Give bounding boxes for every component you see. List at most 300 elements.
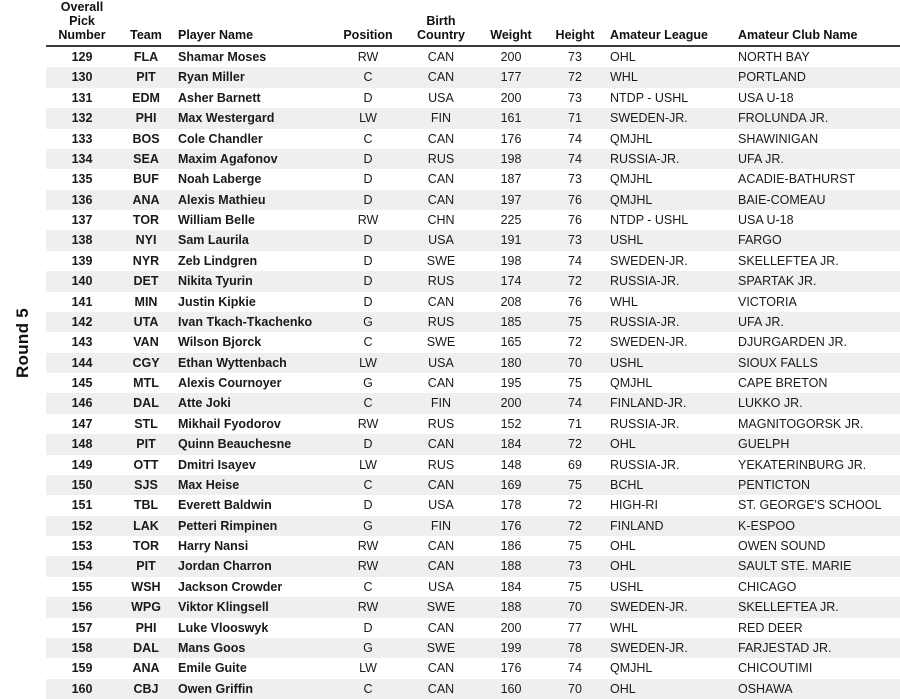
cell-amateur-league: HIGH-RI <box>610 498 658 513</box>
cell-team: PHI <box>135 111 157 126</box>
table-row[interactable] <box>46 46 900 67</box>
cell-birth-country: USA <box>428 579 454 594</box>
cell-position: RW <box>357 416 379 431</box>
cell-height: 74 <box>568 151 582 166</box>
cell-overall-pick-number: 137 <box>71 213 93 227</box>
cell-overall-pick-number: 147 <box>71 416 93 431</box>
cell-player-name: Shamar Moses <box>178 50 267 64</box>
cell-position: D <box>363 90 373 105</box>
cell-team: TOR <box>132 213 160 227</box>
cell-amateur-club-name: SKELLEFTEA JR. <box>738 600 839 615</box>
cell-player-name: Quinn Beauchesne <box>178 437 292 452</box>
cell-team: WPG <box>131 600 161 615</box>
cell-weight: 160 <box>500 681 522 696</box>
cell-birth-country: RUS <box>427 457 455 472</box>
cell-height: 72 <box>568 274 582 289</box>
column-header-line-2: Country <box>417 28 465 42</box>
cell-weight: 200 <box>500 50 522 64</box>
cell-player-name: Maxim Agafonov <box>178 151 278 166</box>
cell-player-name: Everett Baldwin <box>178 498 272 513</box>
cell-weight: 169 <box>500 477 522 492</box>
cell-overall-pick-number: 158 <box>71 640 93 655</box>
cell-amateur-league: WHL <box>610 620 638 635</box>
cell-position: RW <box>357 539 379 553</box>
cell-birth-country: CAN <box>427 192 455 207</box>
table-row[interactable] <box>46 108 900 128</box>
cell-player-name: Asher Barnett <box>178 90 261 105</box>
cell-team: WSH <box>131 579 161 594</box>
cell-overall-pick-number: 139 <box>71 253 93 268</box>
cell-height: 74 <box>568 131 582 146</box>
table-row[interactable] <box>46 618 900 638</box>
cell-team: CBJ <box>133 681 159 696</box>
cell-team: CGY <box>132 355 160 370</box>
cell-height: 74 <box>568 253 582 268</box>
cell-player-name: Ivan Tkach-Tkachenko <box>178 314 313 329</box>
cell-birth-country: RUS <box>427 151 455 166</box>
cell-birth-country: CAN <box>427 681 455 696</box>
cell-amateur-club-name: ACADIE-BATHURST <box>738 172 856 187</box>
cell-height: 77 <box>568 620 582 635</box>
cell-weight: 198 <box>500 151 522 166</box>
cell-amateur-club-name: FROLUNDA JR. <box>738 111 829 126</box>
cell-birth-country: CAN <box>427 376 455 390</box>
column-header-line-2: Number <box>58 28 106 42</box>
cell-overall-pick-number: 152 <box>71 518 93 533</box>
cell-amateur-league: NTDP - USHL <box>610 213 689 227</box>
cell-amateur-club-name: ST. GEORGE'S SCHOOL <box>738 498 882 513</box>
cell-height: 76 <box>568 294 582 309</box>
cell-weight: 197 <box>500 192 522 207</box>
cell-position: G <box>363 376 373 390</box>
cell-amateur-club-name: BAIE-COMEAU <box>738 192 826 207</box>
cell-position: D <box>363 620 373 635</box>
cell-overall-pick-number: 143 <box>71 335 93 350</box>
cell-player-name: William Belle <box>178 213 255 227</box>
cell-player-name: Wilson Bjorck <box>178 335 262 350</box>
cell-birth-country: USA <box>428 233 454 248</box>
round-label-text: Round 5 <box>13 307 32 379</box>
cell-birth-country: RUS <box>427 416 455 431</box>
cell-weight: 195 <box>500 376 522 390</box>
cell-position: RW <box>357 600 379 615</box>
cell-team: PHI <box>135 620 157 635</box>
table-row[interactable] <box>46 129 900 149</box>
cell-player-name: Ethan Wyttenbach <box>178 355 287 370</box>
cell-team: NYR <box>132 253 160 268</box>
cell-amateur-league: OHL <box>610 539 636 553</box>
cell-amateur-league: USHL <box>610 355 644 370</box>
cell-player-name: Noah Laberge <box>178 172 262 187</box>
cell-team: PIT <box>136 70 156 85</box>
cell-amateur-league: QMJHL <box>610 661 653 676</box>
table-row[interactable] <box>46 556 900 576</box>
cell-amateur-club-name: K-ESPOO <box>738 518 795 533</box>
cell-birth-country: CAN <box>427 70 455 85</box>
cell-team: ANA <box>132 192 160 207</box>
cell-amateur-club-name: RED DEER <box>738 620 803 635</box>
table-row[interactable] <box>46 434 900 454</box>
cell-height: 70 <box>568 355 582 370</box>
cell-position: LW <box>359 457 377 472</box>
table-row[interactable] <box>46 251 900 271</box>
cell-amateur-club-name: SKELLEFTEA JR. <box>738 253 839 268</box>
cell-weight: 177 <box>500 70 522 85</box>
cell-height: 75 <box>568 376 582 390</box>
cell-amateur-league: OHL <box>610 559 636 574</box>
cell-overall-pick-number: 146 <box>71 396 93 411</box>
cell-amateur-club-name: VICTORIA <box>738 294 797 309</box>
column-header-amateur-league <box>606 0 734 46</box>
cell-amateur-club-name: SIOUX FALLS <box>738 355 818 370</box>
cell-team: DAL <box>133 640 159 655</box>
table-row[interactable] <box>46 230 900 250</box>
column-header-line-1: Overall Pick <box>60 0 104 28</box>
cell-weight: 185 <box>500 314 522 329</box>
cell-overall-pick-number: 132 <box>71 111 93 126</box>
column-header-line-2: Player Name <box>178 28 254 42</box>
cell-height: 75 <box>568 579 582 594</box>
cell-team: PIT <box>136 559 156 574</box>
cell-position: C <box>363 396 373 411</box>
cell-amateur-club-name: FARGO <box>738 233 782 248</box>
cell-position: LW <box>359 111 377 126</box>
cell-weight: 184 <box>500 437 522 452</box>
cell-overall-pick-number: 150 <box>71 477 93 492</box>
cell-team: UTA <box>133 314 159 329</box>
cell-amateur-club-name: CAPE BRETON <box>738 376 828 390</box>
cell-overall-pick-number: 131 <box>71 90 93 105</box>
cell-position: C <box>363 477 373 492</box>
table-row[interactable] <box>46 373 900 393</box>
cell-overall-pick-number: 148 <box>71 437 93 452</box>
cell-amateur-club-name: UFA JR. <box>738 314 784 329</box>
cell-amateur-club-name: SAULT STE. MARIE <box>738 559 852 574</box>
table-row[interactable] <box>46 638 900 658</box>
cell-weight: 161 <box>500 111 522 126</box>
table-row[interactable] <box>46 679 900 699</box>
cell-team: NYI <box>135 233 157 248</box>
column-header-line-2: Team <box>130 28 162 42</box>
cell-birth-country: CAN <box>427 172 455 187</box>
cell-weight: 165 <box>500 335 522 350</box>
cell-position: D <box>363 253 373 268</box>
table-row[interactable] <box>46 658 900 678</box>
cell-player-name: Alexis Mathieu <box>178 192 266 207</box>
cell-position: RW <box>357 50 379 64</box>
cell-amateur-league: OHL <box>610 437 636 452</box>
cell-position: C <box>363 335 373 350</box>
table-row[interactable] <box>46 332 900 352</box>
cell-team: BOS <box>132 131 160 146</box>
cell-player-name: Dmitri Isayev <box>178 457 256 472</box>
table-row[interactable] <box>46 210 900 230</box>
cell-amateur-club-name: PENTICTON <box>738 477 810 492</box>
cell-overall-pick-number: 138 <box>71 233 93 248</box>
cell-birth-country: CAN <box>427 131 455 146</box>
cell-amateur-club-name: PORTLAND <box>738 70 806 85</box>
cell-weight: 184 <box>500 579 522 594</box>
cell-birth-country: USA <box>428 90 454 105</box>
cell-birth-country: FIN <box>430 518 452 533</box>
cell-weight: 200 <box>500 90 522 105</box>
cell-birth-country: CAN <box>427 539 455 553</box>
cell-overall-pick-number: 142 <box>71 314 93 329</box>
cell-amateur-club-name: DJURGARDEN JR. <box>738 335 848 350</box>
cell-overall-pick-number: 156 <box>71 600 93 615</box>
cell-weight: 178 <box>500 498 522 513</box>
cell-height: 72 <box>568 498 582 513</box>
table-row[interactable] <box>46 292 900 312</box>
cell-team: FLA <box>133 50 159 64</box>
column-header-birth-country <box>404 0 478 46</box>
cell-amateur-league: WHL <box>610 70 638 85</box>
cell-team: SEA <box>133 151 159 166</box>
table-row[interactable] <box>46 475 900 495</box>
cell-height: 72 <box>568 518 582 533</box>
cell-overall-pick-number: 129 <box>71 50 93 64</box>
cell-weight: 225 <box>500 213 522 227</box>
cell-birth-country: FIN <box>430 111 452 126</box>
cell-amateur-club-name: UFA JR. <box>738 151 784 166</box>
cell-player-name: Mikhail Fyodorov <box>178 416 281 431</box>
cell-amateur-club-name: SHAWINIGAN <box>738 131 819 146</box>
cell-position: LW <box>359 355 377 370</box>
cell-player-name: Atte Joki <box>178 396 231 411</box>
cell-height: 75 <box>568 314 582 329</box>
table-body <box>46 46 900 699</box>
cell-player-name: Max Westergard <box>178 111 275 126</box>
cell-overall-pick-number: 140 <box>71 274 93 289</box>
cell-amateur-league: QMJHL <box>610 192 653 207</box>
cell-team: PIT <box>136 437 156 452</box>
cell-weight: 186 <box>500 539 522 553</box>
cell-position: D <box>363 172 373 187</box>
column-header-position <box>332 0 404 46</box>
cell-amateur-league: USHL <box>610 233 644 248</box>
cell-overall-pick-number: 145 <box>71 376 93 390</box>
column-header-line-2: Position <box>343 28 393 42</box>
cell-position: D <box>363 192 373 207</box>
cell-amateur-league: QMJHL <box>610 376 653 390</box>
cell-player-name: Petteri Rimpinen <box>178 518 278 533</box>
cell-player-name: Cole Chandler <box>178 131 263 146</box>
table-row[interactable] <box>46 455 900 475</box>
cell-overall-pick-number: 154 <box>71 559 93 574</box>
cell-height: 71 <box>568 111 582 126</box>
cell-player-name: Mans Goos <box>178 640 246 655</box>
cell-birth-country: RUS <box>427 314 455 329</box>
cell-team: OTT <box>133 457 159 472</box>
cell-weight: 176 <box>500 518 522 533</box>
cell-player-name: Owen Griffin <box>178 681 253 696</box>
cell-amateur-league: RUSSIA-JR. <box>610 457 680 472</box>
table-row[interactable] <box>46 88 900 108</box>
cell-amateur-club-name: CHICOUTIMI <box>738 661 813 676</box>
cell-amateur-league: WHL <box>610 294 638 309</box>
cell-overall-pick-number: 144 <box>71 355 93 370</box>
cell-amateur-league: SWEDEN-JR. <box>610 111 688 126</box>
cell-height: 75 <box>568 539 582 553</box>
cell-overall-pick-number: 141 <box>71 294 93 309</box>
cell-height: 76 <box>568 213 582 227</box>
cell-amateur-league: QMJHL <box>610 131 653 146</box>
cell-position: RW <box>357 213 379 227</box>
column-header-line-2: Height <box>555 28 595 42</box>
cell-amateur-club-name: YEKATERINBURG JR. <box>738 457 867 472</box>
cell-team: SJS <box>134 477 158 492</box>
table-row[interactable] <box>46 190 900 210</box>
table-row[interactable] <box>46 393 900 413</box>
cell-height: 73 <box>568 50 582 64</box>
cell-birth-country: SWE <box>426 640 456 655</box>
cell-weight: 148 <box>500 457 522 472</box>
cell-amateur-league: FINLAND <box>610 518 664 533</box>
cell-player-name: Max Heise <box>178 477 240 492</box>
cell-height: 74 <box>568 661 582 676</box>
cell-weight: 187 <box>500 172 522 187</box>
cell-position: C <box>363 70 373 85</box>
cell-team: MTL <box>133 376 159 390</box>
table-row[interactable] <box>46 353 900 373</box>
cell-birth-country: CAN <box>427 50 455 64</box>
cell-height: 75 <box>568 477 582 492</box>
cell-player-name: Harry Nansi <box>178 539 249 553</box>
column-header-amateur-club-name <box>734 0 900 46</box>
cell-weight: 199 <box>500 640 522 655</box>
draft-table-container <box>46 0 900 696</box>
cell-player-name: Zeb Lindgren <box>178 253 258 268</box>
cell-height: 72 <box>568 437 582 452</box>
cell-amateur-club-name: SPARTAK JR. <box>738 274 817 289</box>
cell-player-name: Jackson Crowder <box>178 579 283 594</box>
cell-position: G <box>363 314 373 329</box>
cell-weight: 198 <box>500 253 522 268</box>
cell-weight: 191 <box>500 233 522 248</box>
cell-weight: 188 <box>500 600 522 615</box>
table-row[interactable] <box>46 597 900 617</box>
cell-position: D <box>363 151 373 166</box>
cell-overall-pick-number: 151 <box>71 498 93 513</box>
cell-position: D <box>363 498 373 513</box>
table-header <box>46 0 900 46</box>
cell-overall-pick-number: 159 <box>71 661 93 676</box>
cell-amateur-club-name: OSHAWA <box>738 681 793 696</box>
cell-height: 73 <box>568 90 582 105</box>
cell-amateur-league: BCHL <box>610 477 644 492</box>
column-header-height <box>544 0 606 46</box>
cell-height: 72 <box>568 70 582 85</box>
table-row[interactable] <box>46 414 900 434</box>
cell-amateur-league: NTDP - USHL <box>610 90 689 105</box>
column-header-line-1: Birth <box>426 14 456 28</box>
cell-birth-country: CAN <box>427 620 455 635</box>
cell-position: RW <box>357 559 379 574</box>
cell-amateur-league: OHL <box>610 681 636 696</box>
round-label <box>0 0 46 686</box>
cell-overall-pick-number: 157 <box>71 620 93 635</box>
cell-position: C <box>363 681 373 696</box>
table-row[interactable] <box>46 67 900 87</box>
cell-weight: 152 <box>500 416 522 431</box>
column-header-line-2: Weight <box>490 28 532 42</box>
cell-birth-country: SWE <box>426 253 456 268</box>
cell-amateur-league: SWEDEN-JR. <box>610 335 688 350</box>
table-row[interactable] <box>46 577 900 597</box>
cell-height: 76 <box>568 192 582 207</box>
cell-overall-pick-number: 133 <box>71 131 93 146</box>
table-row[interactable] <box>46 149 900 169</box>
table-row[interactable] <box>46 312 900 332</box>
cell-birth-country: CAN <box>427 559 455 574</box>
cell-amateur-league: RUSSIA-JR. <box>610 274 680 289</box>
cell-amateur-club-name: NORTH BAY <box>738 50 810 64</box>
table-row[interactable] <box>46 169 900 189</box>
cell-amateur-league: RUSSIA-JR. <box>610 314 680 329</box>
cell-player-name: Luke Vlooswyk <box>178 620 269 635</box>
cell-weight: 200 <box>500 396 522 411</box>
cell-team: LAK <box>133 518 159 533</box>
cell-team: DET <box>133 274 159 289</box>
cell-birth-country: CAN <box>427 477 455 492</box>
cell-team: TOR <box>132 539 160 553</box>
table-row[interactable] <box>46 271 900 291</box>
cell-birth-country: USA <box>428 355 454 370</box>
cell-amateur-club-name: MAGNITOGORSK JR. <box>738 416 864 431</box>
cell-overall-pick-number: 134 <box>71 151 93 166</box>
cell-team: DAL <box>133 396 159 411</box>
cell-position: D <box>363 233 373 248</box>
cell-team: EDM <box>132 90 160 105</box>
cell-birth-country: SWE <box>426 600 456 615</box>
cell-team: VAN <box>133 335 159 350</box>
cell-position: D <box>363 274 373 289</box>
cell-player-name: Emile Guite <box>178 661 247 676</box>
cell-height: 74 <box>568 396 582 411</box>
cell-amateur-club-name: CHICAGO <box>738 579 797 594</box>
cell-overall-pick-number: 149 <box>71 457 93 472</box>
cell-team: MIN <box>134 294 158 309</box>
cell-height: 78 <box>568 640 582 655</box>
cell-height: 73 <box>568 172 582 187</box>
cell-amateur-league: RUSSIA-JR. <box>610 416 680 431</box>
cell-birth-country: CAN <box>427 294 455 309</box>
cell-team: STL <box>134 416 158 431</box>
table-row[interactable] <box>46 495 900 515</box>
cell-weight: 180 <box>500 355 522 370</box>
cell-birth-country: CHN <box>427 213 455 227</box>
cell-player-name: Ryan Miller <box>178 70 245 85</box>
cell-overall-pick-number: 136 <box>71 192 93 207</box>
cell-height: 71 <box>568 416 582 431</box>
cell-overall-pick-number: 153 <box>71 539 93 553</box>
cell-amateur-league: RUSSIA-JR. <box>610 151 680 166</box>
table-row[interactable] <box>46 536 900 556</box>
table-row[interactable] <box>46 516 900 536</box>
cell-amateur-club-name: GUELPH <box>738 437 790 452</box>
cell-position: G <box>363 518 373 533</box>
cell-position: LW <box>359 661 377 676</box>
cell-weight: 174 <box>500 274 522 289</box>
cell-birth-country: CAN <box>427 661 455 676</box>
cell-team: TBL <box>133 498 159 513</box>
cell-player-name: Justin Kipkie <box>178 294 256 309</box>
cell-player-name: Jordan Charron <box>178 559 272 574</box>
cell-overall-pick-number: 160 <box>71 681 93 696</box>
cell-weight: 208 <box>500 294 522 309</box>
cell-amateur-league: SWEDEN-JR. <box>610 600 688 615</box>
cell-amateur-club-name: OWEN SOUND <box>738 539 826 553</box>
